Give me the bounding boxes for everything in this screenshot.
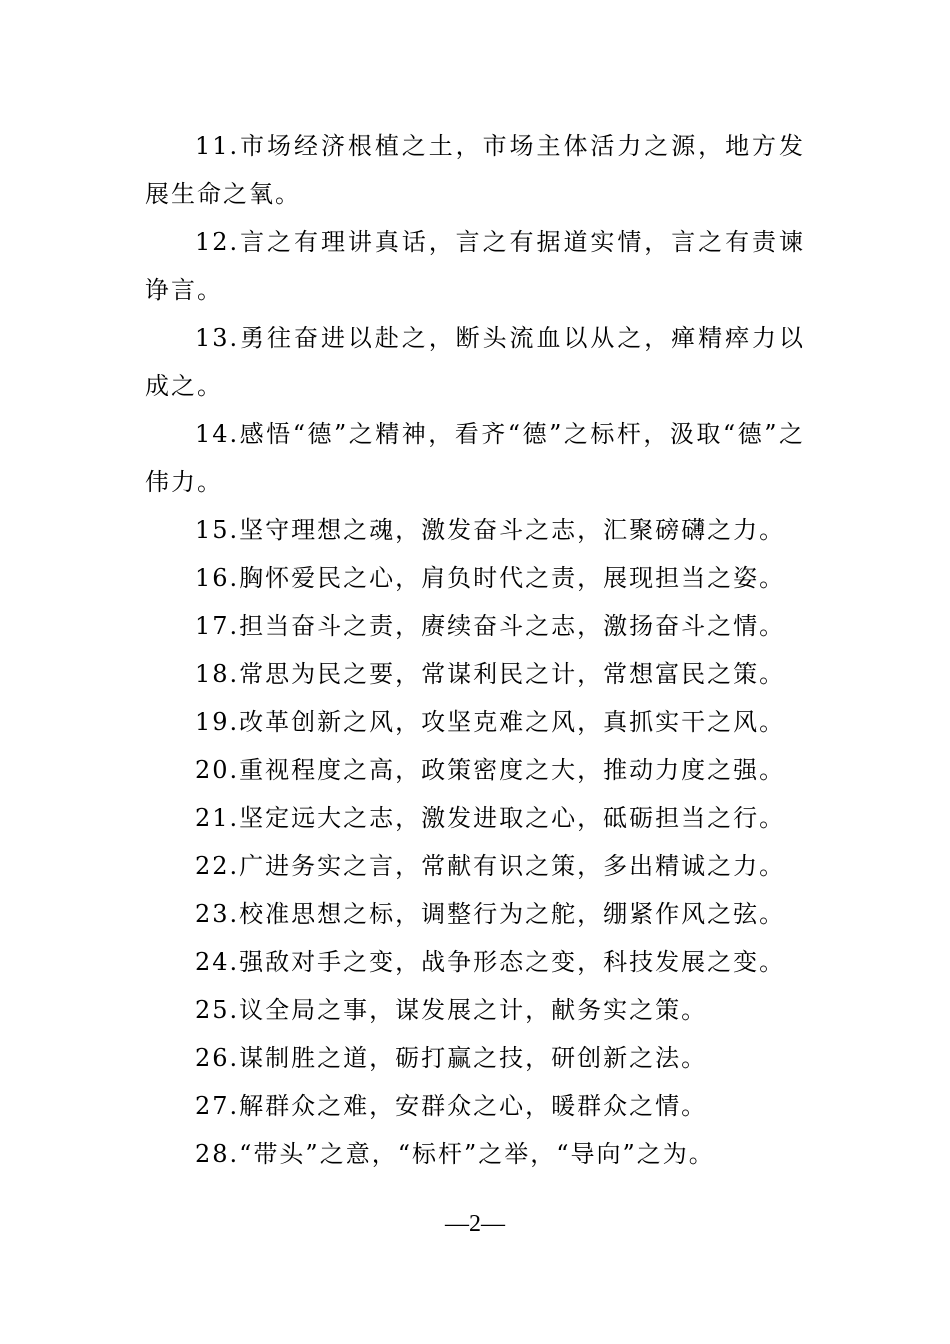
- paragraph-19: 19.改革创新之风，攻坚克难之风，真抓实干之风。: [195, 708, 786, 736]
- paragraph-14: 14.感悟“德”之精神，看齐“德”之标杆，汲取“德”之伟力。: [145, 420, 805, 496]
- paragraph-24: 24.强敌对手之变，战争形态之变，科技发展之变。: [195, 948, 786, 976]
- paragraph-13: 13.勇往奋进以赴之，断头流血以从之，瘅精瘁力以成之。: [145, 324, 805, 400]
- page-number: —2—: [445, 1211, 505, 1237]
- paragraph-21: 21.坚定远大之志，激发进取之心，砥砺担当之行。: [195, 804, 786, 832]
- paragraph-23: 23.校准思想之标，调整行为之舵，绷紧作风之弦。: [195, 900, 786, 928]
- paragraph-12: 12.言之有理讲真话，言之有据道实情，言之有责谏诤言。: [145, 228, 805, 304]
- paragraph-27: 27.解群众之难，安群众之心，暖群众之情。: [195, 1092, 708, 1120]
- paragraph-17: 17.担当奋斗之责，赓续奋斗之志，激扬奋斗之情。: [195, 612, 786, 640]
- paragraph-25: 25.议全局之事，谋发展之计，献务实之策。: [195, 996, 708, 1024]
- paragraph-11: 11.市场经济根植之土，市场主体活力之源，地方发展生命之氧。: [145, 132, 805, 208]
- paragraph-18: 18.常思为民之要，常谋利民之计，常想富民之策。: [195, 660, 786, 688]
- paragraph-20: 20.重视程度之高，政策密度之大，推动力度之强。: [195, 756, 786, 784]
- paragraph-15: 15.坚守理想之魂，激发奋斗之志，汇聚磅礴之力。: [195, 516, 786, 544]
- paragraph-22: 22.广进务实之言，常献有识之策，多出精诚之力。: [195, 852, 786, 880]
- document-body: [145, 122, 805, 1178]
- paragraph-26: 26.谋制胜之道，砺打赢之技，研创新之法。: [195, 1044, 708, 1072]
- paragraph-16: 16.胸怀爱民之心，肩负时代之责，展现担当之姿。: [195, 564, 786, 592]
- paragraph-28: 28.“带头”之意，“标杆”之举，“导向”之为。: [195, 1140, 715, 1168]
